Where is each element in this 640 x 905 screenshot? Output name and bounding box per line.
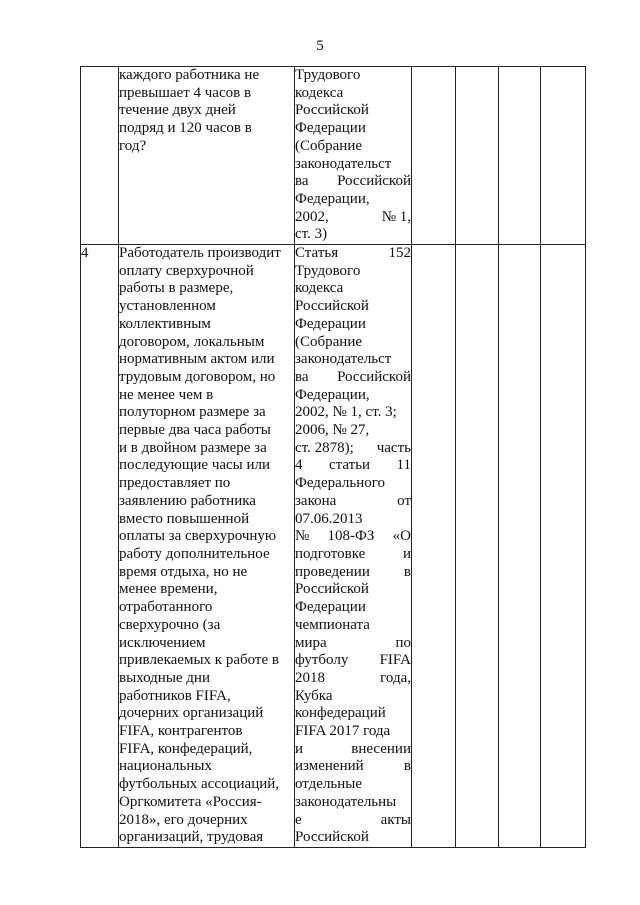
requirement-line: FIFA, конфедераций, <box>119 740 253 757</box>
reference-line: Российской <box>295 298 369 315</box>
requirement-line: FIFA, контрагентов <box>119 723 243 740</box>
reference-line: законодательны <box>295 793 397 810</box>
requirement-line: работу дополнительное <box>119 545 270 562</box>
requirement-line: Оргкомитета «Россия- <box>119 793 262 810</box>
reference-line: Федерации <box>295 315 366 332</box>
table-row <box>81 245 586 848</box>
reference-line: законодательст <box>295 155 392 172</box>
reference-line: ва Российской <box>295 368 411 385</box>
requirement-line: отработанного <box>119 599 213 616</box>
requirement-line: превышает 4 часов в <box>119 84 252 101</box>
reference-line: Трудового <box>295 262 361 279</box>
reference-line: ст. 2878); часть <box>295 439 411 456</box>
reference-line: Федерации <box>295 120 366 137</box>
reference-line: футболу FIFA <box>295 652 411 669</box>
answer-cell <box>456 67 499 245</box>
requirement-line: Работодатель производит <box>119 245 281 262</box>
requirement-line: и в двойном размере за <box>119 439 267 456</box>
reference-line: кодекса <box>295 280 344 297</box>
reference-line: и внесении <box>295 740 411 757</box>
reference-line: проведении в <box>295 563 411 580</box>
row-number-cell: 4 <box>81 245 119 848</box>
requirement-line: сверхурочно (за <box>119 616 221 633</box>
reference-line: Федерации, <box>295 190 370 207</box>
requirement-line: течение двух дней <box>119 102 236 119</box>
answer-cell <box>499 67 541 245</box>
requirement-line: последующие часы или <box>119 457 271 474</box>
reference-line: Кубка <box>295 687 333 704</box>
reference-line: (Собрание <box>295 333 363 350</box>
answer-cell <box>541 67 586 245</box>
requirement-line: год? <box>119 137 147 154</box>
reference-line: Федерального <box>295 475 386 492</box>
requirement-line: дочерних организаций <box>119 705 264 722</box>
requirement-line: оплату сверхурочной <box>119 262 254 279</box>
legal-reference-cell <box>295 67 412 245</box>
reference-line: 07.06.2013 <box>295 510 363 527</box>
requirement-line: каждого работника не <box>119 67 260 83</box>
requirement-line: нормативным актом или <box>119 351 275 368</box>
requirement-cell <box>119 245 295 848</box>
reference-line: Федерации <box>295 599 366 616</box>
reference-line: 2002, № 1, <box>295 208 411 225</box>
reference-line: 2002, № 1, ст. 3; <box>295 404 397 421</box>
reference-line: ва Российской <box>295 173 411 190</box>
requirement-line: коллективным <box>119 315 211 332</box>
row-number-cell <box>81 67 119 245</box>
reference-line: 2006, № 27, <box>295 422 370 439</box>
requirement-cell <box>119 67 295 245</box>
requirement-line: установленном <box>119 298 216 315</box>
requirement-line: работников FIFA, <box>119 687 231 704</box>
reference-line: 4 статьи 11 <box>295 457 411 474</box>
reference-line: Российской <box>295 102 369 119</box>
requirement-line: не менее чем в <box>119 386 214 403</box>
answer-cell <box>412 67 456 245</box>
requirement-line: работы в размере, <box>119 280 234 297</box>
reference-line: (Собрание <box>295 137 363 154</box>
requirement-line: первые два часа работы <box>119 422 271 439</box>
requirement-line: оплаты за сверхурочную <box>119 528 277 545</box>
answer-cell <box>412 245 456 848</box>
requirement-line: время отдыха, но не <box>119 563 248 580</box>
requirements-table <box>80 66 586 848</box>
reference-line: закона от <box>295 492 411 509</box>
requirement-line: трудовым договором, но <box>119 368 276 385</box>
reference-line: подготовке и <box>295 545 411 562</box>
reference-line: Статья 152 <box>295 245 411 262</box>
reference-line: мира по <box>295 634 411 651</box>
requirement-line: национальных <box>119 758 212 775</box>
requirement-line: исключением <box>119 634 206 651</box>
reference-line: отдельные <box>295 776 363 793</box>
answer-cell <box>541 245 586 848</box>
requirement-line: предоставляет по <box>119 475 231 492</box>
page-number: 5 <box>316 38 324 54</box>
reference-line: законодательст <box>295 351 392 368</box>
reference-line: конфедераций <box>295 705 386 722</box>
reference-line: е акты <box>295 811 411 828</box>
reference-line: № 108-ФЗ «О <box>295 528 411 545</box>
reference-line: изменений в <box>295 758 411 775</box>
reference-line: FIFA 2017 года <box>295 723 391 740</box>
requirement-line: выходные дни <box>119 669 210 686</box>
reference-line: 2018 года, <box>295 669 411 686</box>
requirement-line: 2018», его дочерних <box>119 811 248 828</box>
requirement-line: вместо повышенной <box>119 510 250 527</box>
requirement-line: привлекаемых к работе в <box>119 652 279 669</box>
answer-cell <box>499 245 541 848</box>
requirement-line: договором, локальным <box>119 333 265 350</box>
reference-line: Российской <box>295 581 369 598</box>
reference-line: Трудового <box>295 67 361 83</box>
requirement-line: полуторном размере за <box>119 404 266 421</box>
requirement-line: заявлению работника <box>119 492 256 509</box>
reference-line: кодекса <box>295 84 344 101</box>
table-row <box>81 67 586 245</box>
answer-cell <box>456 245 499 848</box>
requirement-line: менее времени, <box>119 581 218 598</box>
reference-line: Российской <box>295 829 369 846</box>
reference-line: ст. 3) <box>295 226 328 243</box>
legal-reference-cell <box>295 245 412 848</box>
reference-line: Федерации, <box>295 386 370 403</box>
requirement-line: организаций, трудовая <box>119 829 264 846</box>
reference-line: чемпионата <box>295 616 370 633</box>
requirement-line: подряд и 120 часов в <box>119 120 252 137</box>
requirement-line: футбольных ассоциаций, <box>119 776 280 793</box>
